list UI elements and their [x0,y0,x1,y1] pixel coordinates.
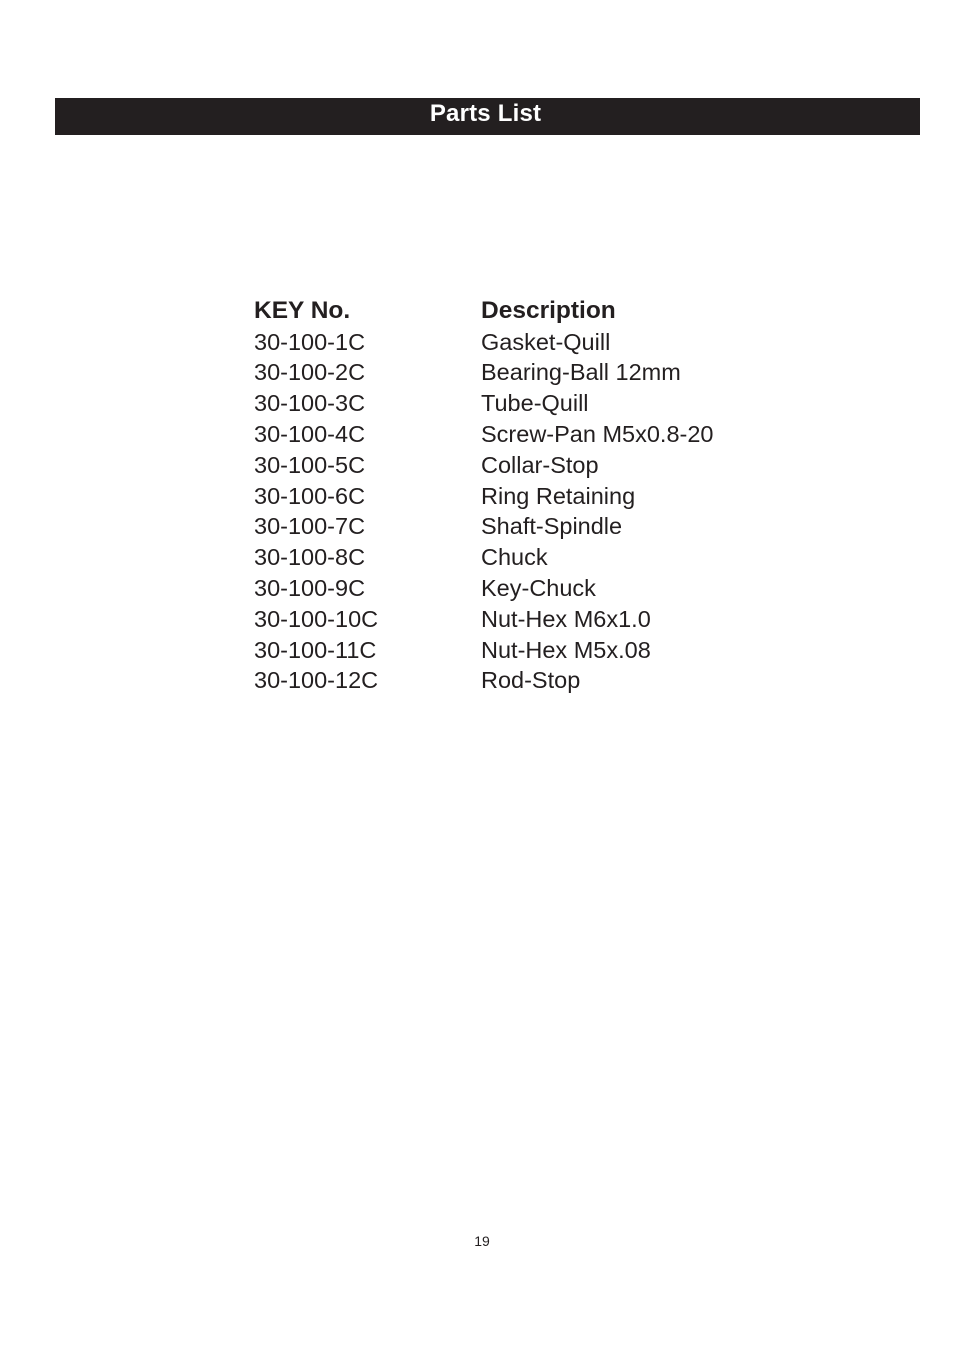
table-row [254,358,774,389]
key-cell: 30-100-5C [254,451,366,478]
header-bar [55,98,920,135]
description-cell: Rod-Stop [481,667,581,694]
key-cell: 30-100-11C [254,636,377,663]
key-cell: 30-100-12C [254,667,379,694]
page-number: 19 [474,1233,490,1249]
table-row [254,512,774,543]
key-cell: 30-100-9C [254,575,366,602]
key-cell: 30-100-6C [254,482,366,509]
key-cell: 30-100-3C [254,390,366,417]
key-cell: 30-100-10C [254,605,379,632]
key-column-header: KEY No. [254,297,351,325]
table-row [254,573,774,604]
table-row [254,419,774,450]
key-cell: 30-100-8C [254,544,366,571]
description-cell: Nut-Hex M5x.08 [481,636,651,663]
key-cell: 30-100-2C [254,359,366,386]
key-cell: 30-100-7C [254,513,366,540]
description-cell: Bearing-Ball 12mm [481,359,681,386]
table-row [254,388,774,419]
table-row [254,542,774,573]
description-cell: Key-Chuck [481,575,596,602]
description-cell: Chuck [481,544,548,571]
description-cell: Shaft-Spindle [481,513,623,540]
table-row [254,481,774,512]
description-cell: Collar-Stop [481,451,599,478]
description-cell: Gasket-Quill [481,328,611,355]
page-title: Parts List [429,99,542,127]
parts-table [254,296,774,696]
description-cell: Screw-Pan M5x0.8-20 [481,421,714,448]
table-row [254,666,774,697]
description-cell: Tube-Quill [481,390,589,417]
key-cell: 30-100-1C [254,328,366,355]
table-row [254,635,774,666]
table-header-row [254,296,774,327]
description-cell: Ring Retaining [481,482,636,509]
table-row [254,604,774,635]
table-row [254,327,774,358]
table-row [254,450,774,481]
key-cell: 30-100-4C [254,421,366,448]
description-column-header: Description [481,297,616,325]
description-cell: Nut-Hex M6x1.0 [481,605,651,632]
